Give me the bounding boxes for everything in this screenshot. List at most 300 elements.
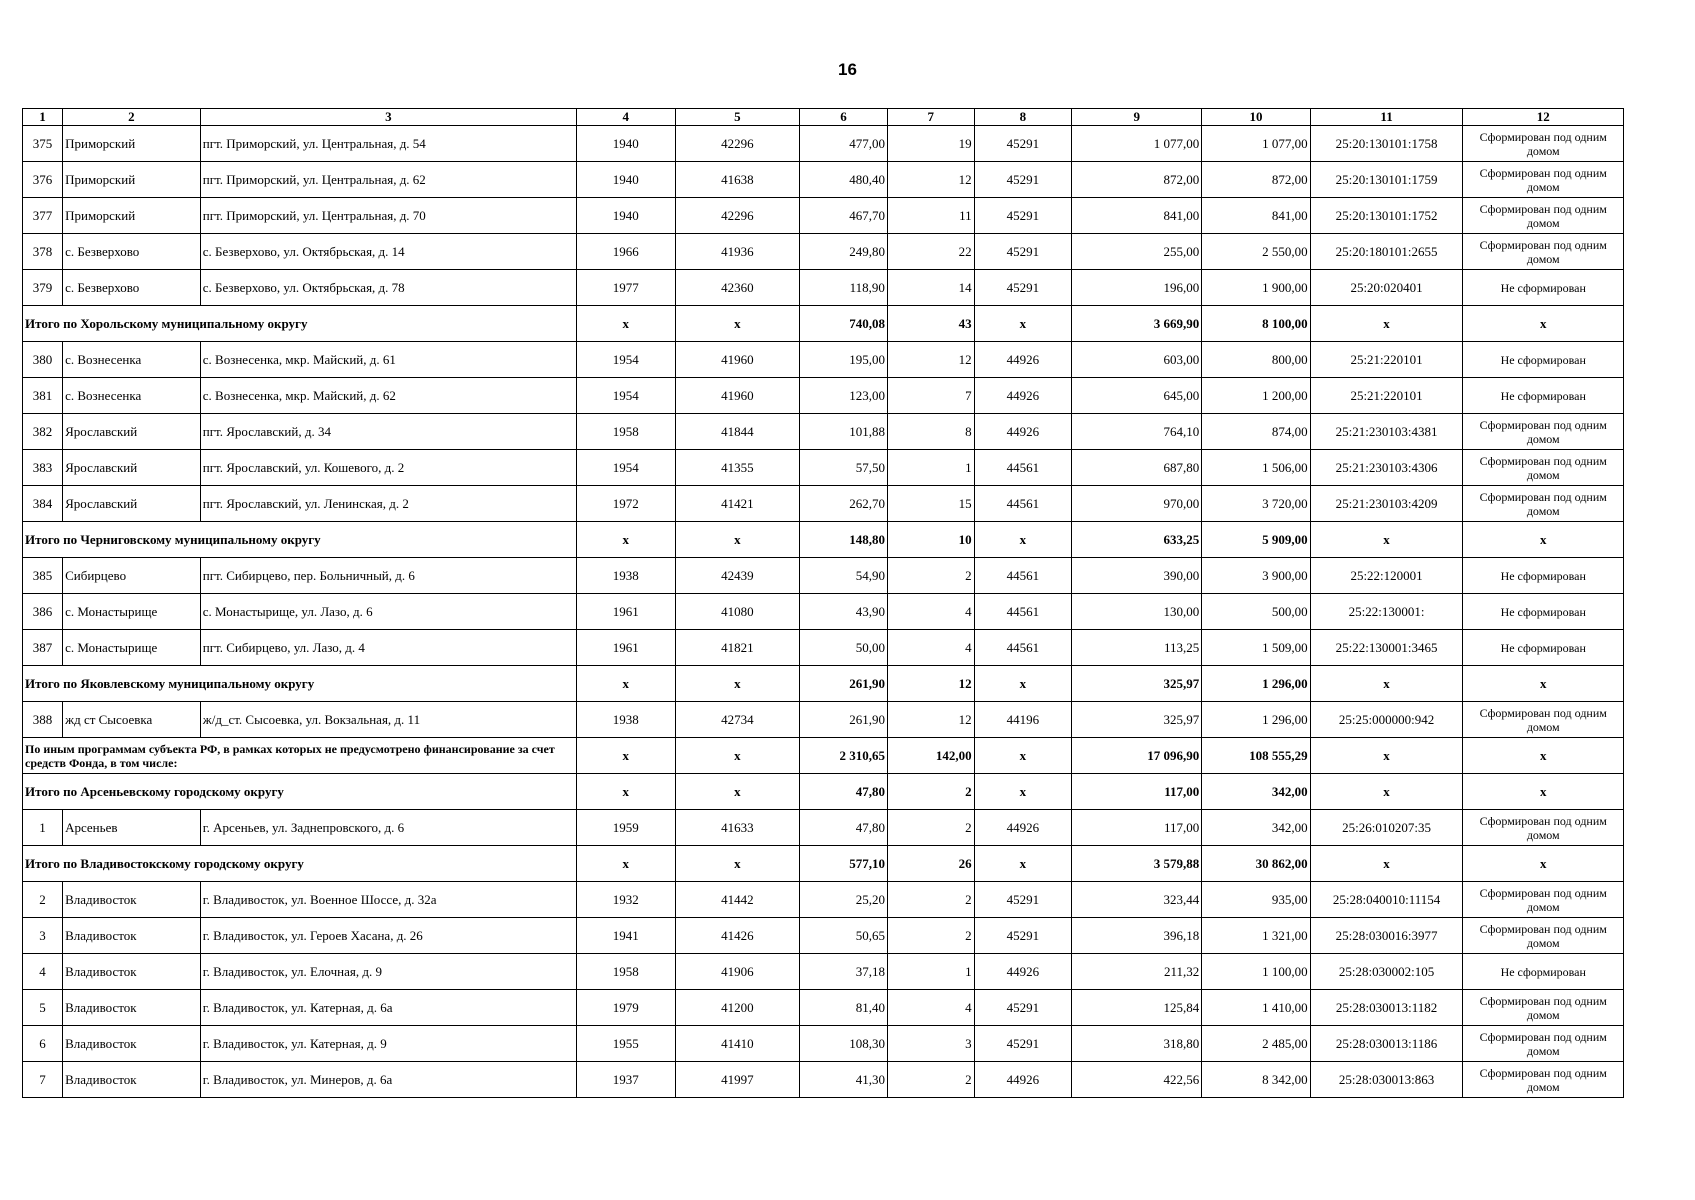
residents-total: 26: [887, 846, 974, 882]
area-value: 50,00: [800, 630, 888, 666]
col-5-value: 41200: [675, 990, 800, 1026]
col-10-total: 1 296,00: [1202, 666, 1310, 702]
col-4-value: х: [576, 738, 675, 774]
table-row: [23, 342, 1624, 378]
residents-count: 2: [887, 558, 974, 594]
col-9-total: 117,00: [1072, 774, 1202, 810]
cadastral-number: 25:28:030002:105: [1310, 954, 1463, 990]
area-value: 467,70: [800, 198, 888, 234]
build-year: 1972: [576, 486, 675, 522]
col-5-value: 41442: [675, 882, 800, 918]
address: г. Владивосток, ул. Минеров, д. 6а: [200, 1062, 576, 1098]
col-9-value: 323,44: [1072, 882, 1202, 918]
col-9-value: 130,00: [1072, 594, 1202, 630]
col-11-value: х: [1310, 522, 1463, 558]
land-status: Сформирован под одним домом: [1463, 450, 1624, 486]
build-year: 1954: [576, 450, 675, 486]
residents-count: 2: [887, 1062, 974, 1098]
col-5-value: х: [675, 846, 800, 882]
settlement: с. Монастырище: [63, 594, 201, 630]
settlement: Владивосток: [63, 1026, 201, 1062]
col-11-value: х: [1310, 666, 1463, 702]
residents-count: 22: [887, 234, 974, 270]
address: пгт. Ярославский, ул. Кошевого, д. 2: [200, 450, 576, 486]
address: пгт. Сибирцево, пер. Больничный, д. 6: [200, 558, 576, 594]
column-number: 12: [1463, 109, 1624, 126]
address: пгт. Сибирцево, ул. Лазо, д. 4: [200, 630, 576, 666]
cadastral-number: 25:28:030013:1182: [1310, 990, 1463, 1026]
build-year: 1966: [576, 234, 675, 270]
col-9-total: 325,97: [1072, 666, 1202, 702]
col-8-value: 44926: [974, 342, 1072, 378]
residents-count: 19: [887, 126, 974, 162]
subtotal-label: По иным программам субъекта РФ, в рамках которых не предусмотрено финансирование за счет средств Фонда, в том числе:: [23, 738, 577, 774]
col-10-value: 1 321,00: [1202, 918, 1310, 954]
table-row: [23, 126, 1624, 162]
area-value: 101,88: [800, 414, 888, 450]
residents-count: 12: [887, 342, 974, 378]
address: с. Вознесенка, мкр. Майский, д. 61: [200, 342, 576, 378]
land-status: Сформирован под одним домом: [1463, 162, 1624, 198]
col-8-value: 44926: [974, 414, 1072, 450]
table-row: [23, 450, 1624, 486]
col-10-value: 3 720,00: [1202, 486, 1310, 522]
subtotal-label: Итого по Черниговскому муниципальному округу: [23, 522, 577, 558]
cadastral-number: 25:22:120001: [1310, 558, 1463, 594]
cadastral-number: 25:21:230103:4381: [1310, 414, 1463, 450]
build-year: 1932: [576, 882, 675, 918]
col-10-value: 342,00: [1202, 810, 1310, 846]
col-11-value: х: [1310, 738, 1463, 774]
settlement: Приморский: [63, 162, 201, 198]
residents-count: 1: [887, 954, 974, 990]
land-status: Сформирован под одним домом: [1463, 486, 1624, 522]
residents-count: 3: [887, 1026, 974, 1062]
cadastral-number: 25:21:220101: [1310, 378, 1463, 414]
col-5-value: 42296: [675, 198, 800, 234]
subtotal-row: [23, 666, 1624, 702]
address: г. Владивосток, ул. Катерная, д. 9: [200, 1026, 576, 1062]
row-index: 377: [23, 198, 63, 234]
build-year: 1941: [576, 918, 675, 954]
land-status: Сформирован под одним домом: [1463, 918, 1624, 954]
cadastral-number: 25:26:010207:35: [1310, 810, 1463, 846]
col-10-value: 800,00: [1202, 342, 1310, 378]
residents-count: 2: [887, 882, 974, 918]
housing-register-table: [22, 108, 1624, 1098]
settlement: с. Монастырище: [63, 630, 201, 666]
col-8-value: х: [974, 846, 1072, 882]
row-index: 375: [23, 126, 63, 162]
settlement: жд ст Сысоевка: [63, 702, 201, 738]
settlement: Арсеньев: [63, 810, 201, 846]
cadastral-number: 25:21:230103:4209: [1310, 486, 1463, 522]
col-5-value: 41997: [675, 1062, 800, 1098]
table-row: [23, 198, 1624, 234]
land-status: Не сформирован: [1463, 378, 1624, 414]
column-number: 11: [1310, 109, 1463, 126]
col-10-value: 1 506,00: [1202, 450, 1310, 486]
table-row: [23, 990, 1624, 1026]
subtotal-row: [23, 774, 1624, 810]
column-number: 2: [63, 109, 201, 126]
settlement: Владивосток: [63, 990, 201, 1026]
col-8-value: 44926: [974, 1062, 1072, 1098]
col-8-value: 45291: [974, 882, 1072, 918]
address: г. Владивосток, ул. Героев Хасана, д. 26: [200, 918, 576, 954]
build-year: 1958: [576, 414, 675, 450]
address: пгт. Приморский, ул. Центральная, д. 70: [200, 198, 576, 234]
table-row: [23, 594, 1624, 630]
column-number: 1: [23, 109, 63, 126]
col-8-value: х: [974, 666, 1072, 702]
col-5-value: 42439: [675, 558, 800, 594]
residents-count: 7: [887, 378, 974, 414]
build-year: 1977: [576, 270, 675, 306]
area-value: 477,00: [800, 126, 888, 162]
col-5-value: 41844: [675, 414, 800, 450]
build-year: 1958: [576, 954, 675, 990]
col-5-value: 42734: [675, 702, 800, 738]
table-row: [23, 270, 1624, 306]
area-total: 740,08: [800, 306, 888, 342]
col-10-value: 2 550,00: [1202, 234, 1310, 270]
col-5-value: х: [675, 306, 800, 342]
col-10-total: 8 100,00: [1202, 306, 1310, 342]
residents-total: 2: [887, 774, 974, 810]
area-total: 47,80: [800, 774, 888, 810]
build-year: 1940: [576, 126, 675, 162]
table-row: [23, 378, 1624, 414]
area-value: 25,20: [800, 882, 888, 918]
col-8-value: 44926: [974, 810, 1072, 846]
residents-count: 14: [887, 270, 974, 306]
address: с. Безверхово, ул. Октябрьская, д. 78: [200, 270, 576, 306]
area-value: 118,90: [800, 270, 888, 306]
cadastral-number: 25:21:220101: [1310, 342, 1463, 378]
land-status: Не сформирован: [1463, 594, 1624, 630]
col-8-value: 44561: [974, 558, 1072, 594]
cadastral-number: 25:22:130001:3465: [1310, 630, 1463, 666]
settlement: Приморский: [63, 126, 201, 162]
land-status: Не сформирован: [1463, 342, 1624, 378]
col-5-value: х: [675, 738, 800, 774]
col-5-value: 41960: [675, 342, 800, 378]
table-row: [23, 810, 1624, 846]
col-4-value: х: [576, 666, 675, 702]
build-year: 1961: [576, 594, 675, 630]
column-number: 9: [1072, 109, 1202, 126]
col-5-value: 41410: [675, 1026, 800, 1062]
col-9-value: 390,00: [1072, 558, 1202, 594]
build-year: 1959: [576, 810, 675, 846]
address: пгт. Приморский, ул. Центральная, д. 62: [200, 162, 576, 198]
column-number: 7: [887, 109, 974, 126]
cadastral-number: 25:20:130101:1758: [1310, 126, 1463, 162]
table-row: [23, 1026, 1624, 1062]
build-year: 1954: [576, 378, 675, 414]
subtotal-label: Итого по Хорольскому муниципальному округу: [23, 306, 577, 342]
subtotal-row: [23, 522, 1624, 558]
cadastral-number: 25:20:130101:1752: [1310, 198, 1463, 234]
area-value: 43,90: [800, 594, 888, 630]
col-4-value: х: [576, 846, 675, 882]
col-8-value: х: [974, 522, 1072, 558]
column-number: 10: [1202, 109, 1310, 126]
col-8-value: х: [974, 774, 1072, 810]
col-5-value: х: [675, 522, 800, 558]
col-5-value: 41633: [675, 810, 800, 846]
col-5-value: х: [675, 774, 800, 810]
col-4-value: х: [576, 306, 675, 342]
table-row: [23, 162, 1624, 198]
address: с. Вознесенка, мкр. Майский, д. 62: [200, 378, 576, 414]
col-8-value: 44196: [974, 702, 1072, 738]
cadastral-number: 25:28:030013:1186: [1310, 1026, 1463, 1062]
col-9-value: 117,00: [1072, 810, 1202, 846]
area-value: 54,90: [800, 558, 888, 594]
col-12-value: х: [1463, 846, 1624, 882]
residents-total: 10: [887, 522, 974, 558]
col-9-total: 3 669,90: [1072, 306, 1202, 342]
build-year: 1938: [576, 558, 675, 594]
address: г. Владивосток, ул. Елочная, д. 9: [200, 954, 576, 990]
residents-count: 8: [887, 414, 974, 450]
row-index: 385: [23, 558, 63, 594]
table-row: [23, 630, 1624, 666]
column-number: 3: [200, 109, 576, 126]
row-index: 382: [23, 414, 63, 450]
col-10-value: 935,00: [1202, 882, 1310, 918]
row-index: 381: [23, 378, 63, 414]
area-value: 81,40: [800, 990, 888, 1026]
area-value: 41,30: [800, 1062, 888, 1098]
col-5-value: х: [675, 666, 800, 702]
land-status: Сформирован под одним домом: [1463, 810, 1624, 846]
col-5-value: 42360: [675, 270, 800, 306]
col-9-value: 1 077,00: [1072, 126, 1202, 162]
col-9-value: 396,18: [1072, 918, 1202, 954]
column-number: 4: [576, 109, 675, 126]
table-row: [23, 954, 1624, 990]
col-9-value: 872,00: [1072, 162, 1202, 198]
col-10-value: 1 296,00: [1202, 702, 1310, 738]
col-12-value: х: [1463, 738, 1624, 774]
col-8-value: 44926: [974, 954, 1072, 990]
col-8-value: 45291: [974, 126, 1072, 162]
area-value: 108,30: [800, 1026, 888, 1062]
column-number: 6: [800, 109, 888, 126]
build-year: 1940: [576, 162, 675, 198]
col-5-value: 41355: [675, 450, 800, 486]
col-10-value: 1 100,00: [1202, 954, 1310, 990]
residents-count: 1: [887, 450, 974, 486]
col-8-value: 44561: [974, 594, 1072, 630]
area-value: 261,90: [800, 702, 888, 738]
address: г. Владивосток, ул. Военное Шоссе, д. 32а: [200, 882, 576, 918]
settlement: Сибирцево: [63, 558, 201, 594]
land-status: Сформирован под одним домом: [1463, 414, 1624, 450]
col-9-value: 422,56: [1072, 1062, 1202, 1098]
row-index: 378: [23, 234, 63, 270]
residents-count: 4: [887, 594, 974, 630]
col-9-total: 633,25: [1072, 522, 1202, 558]
col-8-value: 45291: [974, 270, 1072, 306]
col-8-value: х: [974, 738, 1072, 774]
col-10-total: 108 555,29: [1202, 738, 1310, 774]
col-10-total: 342,00: [1202, 774, 1310, 810]
subtotal-label: Итого по Арсеньевскому городскому округу: [23, 774, 577, 810]
row-index: 386: [23, 594, 63, 630]
settlement: с. Вознесенка: [63, 378, 201, 414]
col-8-value: 45291: [974, 990, 1072, 1026]
area-total: 577,10: [800, 846, 888, 882]
residents-total: 142,00: [887, 738, 974, 774]
col-5-value: 41080: [675, 594, 800, 630]
col-10-value: 841,00: [1202, 198, 1310, 234]
area-total: 148,80: [800, 522, 888, 558]
col-10-value: 8 342,00: [1202, 1062, 1310, 1098]
row-index: 7: [23, 1062, 63, 1098]
area-value: 123,00: [800, 378, 888, 414]
build-year: 1955: [576, 1026, 675, 1062]
table-row: [23, 882, 1624, 918]
col-8-value: х: [974, 306, 1072, 342]
column-number: 8: [974, 109, 1072, 126]
residents-count: 12: [887, 702, 974, 738]
row-index: 2: [23, 882, 63, 918]
address: ж/д_ст. Сысоевка, ул. Вокзальная, д. 11: [200, 702, 576, 738]
address: пгт. Приморский, ул. Центральная, д. 54: [200, 126, 576, 162]
build-year: 1979: [576, 990, 675, 1026]
col-10-value: 3 900,00: [1202, 558, 1310, 594]
col-9-value: 196,00: [1072, 270, 1202, 306]
table-row: [23, 1062, 1624, 1098]
area-value: 50,65: [800, 918, 888, 954]
residents-count: 11: [887, 198, 974, 234]
col-4-value: х: [576, 774, 675, 810]
row-index: 376: [23, 162, 63, 198]
col-9-value: 325,97: [1072, 702, 1202, 738]
area-total: 261,90: [800, 666, 888, 702]
cadastral-number: 25:21:230103:4306: [1310, 450, 1463, 486]
col-11-value: х: [1310, 306, 1463, 342]
col-9-value: 255,00: [1072, 234, 1202, 270]
col-5-value: 42296: [675, 126, 800, 162]
col-9-total: 3 579,88: [1072, 846, 1202, 882]
settlement: Владивосток: [63, 1062, 201, 1098]
col-10-value: 1 200,00: [1202, 378, 1310, 414]
settlement: Владивосток: [63, 918, 201, 954]
settlement: Ярославский: [63, 486, 201, 522]
residents-count: 2: [887, 810, 974, 846]
settlement: Владивосток: [63, 882, 201, 918]
cadastral-number: 25:20:020401: [1310, 270, 1463, 306]
col-9-value: 603,00: [1072, 342, 1202, 378]
col-8-value: 44561: [974, 630, 1072, 666]
land-status: Не сформирован: [1463, 270, 1624, 306]
subtotal-row: [23, 846, 1624, 882]
cadastral-number: 25:20:130101:1759: [1310, 162, 1463, 198]
col-5-value: 41906: [675, 954, 800, 990]
residents-count: 15: [887, 486, 974, 522]
land-status: Не сформирован: [1463, 954, 1624, 990]
col-12-value: х: [1463, 306, 1624, 342]
col-5-value: 41421: [675, 486, 800, 522]
address: г. Арсеньев, ул. Заднепровского, д. 6: [200, 810, 576, 846]
col-8-value: 44561: [974, 450, 1072, 486]
row-index: 3: [23, 918, 63, 954]
col-9-total: 17 096,90: [1072, 738, 1202, 774]
table-row: [23, 918, 1624, 954]
col-10-value: 874,00: [1202, 414, 1310, 450]
land-status: Сформирован под одним домом: [1463, 126, 1624, 162]
settlement: с. Безверхово: [63, 234, 201, 270]
build-year: 1961: [576, 630, 675, 666]
row-index: 384: [23, 486, 63, 522]
residents-count: 4: [887, 630, 974, 666]
col-10-value: 1 509,00: [1202, 630, 1310, 666]
col-10-total: 5 909,00: [1202, 522, 1310, 558]
col-11-value: х: [1310, 846, 1463, 882]
col-10-value: 1 410,00: [1202, 990, 1310, 1026]
land-status: Сформирован под одним домом: [1463, 990, 1624, 1026]
cadastral-number: 25:20:180101:2655: [1310, 234, 1463, 270]
settlement: Ярославский: [63, 414, 201, 450]
table-row: [23, 234, 1624, 270]
settlement: Ярославский: [63, 450, 201, 486]
residents-count: 2: [887, 918, 974, 954]
col-9-value: 318,80: [1072, 1026, 1202, 1062]
row-index: 380: [23, 342, 63, 378]
address: с. Монастырище, ул. Лазо, д. 6: [200, 594, 576, 630]
cadastral-number: 25:28:030013:863: [1310, 1062, 1463, 1098]
subtotal-row: [23, 306, 1624, 342]
col-10-total: 30 862,00: [1202, 846, 1310, 882]
subtotal-label: Итого по Владивостокскому городскому округу: [23, 846, 577, 882]
col-9-value: 764,10: [1072, 414, 1202, 450]
col-10-value: 1 900,00: [1202, 270, 1310, 306]
cadastral-number: 25:28:040010:11154: [1310, 882, 1463, 918]
col-5-value: 41960: [675, 378, 800, 414]
row-index: 387: [23, 630, 63, 666]
subtotal-label: Итого по Яковлевскому муниципальному округу: [23, 666, 577, 702]
settlement: Владивосток: [63, 954, 201, 990]
area-value: 195,00: [800, 342, 888, 378]
land-status: Сформирован под одним домом: [1463, 1062, 1624, 1098]
col-5-value: 41426: [675, 918, 800, 954]
table-row: [23, 702, 1624, 738]
address: пгт. Ярославский, д. 34: [200, 414, 576, 450]
col-10-value: 500,00: [1202, 594, 1310, 630]
col-12-value: х: [1463, 774, 1624, 810]
col-8-value: 45291: [974, 918, 1072, 954]
address: пгт. Ярославский, ул. Ленинская, д. 2: [200, 486, 576, 522]
table-row: [23, 486, 1624, 522]
land-status: Не сформирован: [1463, 558, 1624, 594]
col-10-value: 1 077,00: [1202, 126, 1310, 162]
area-value: 480,40: [800, 162, 888, 198]
area-value: 249,80: [800, 234, 888, 270]
build-year: 1938: [576, 702, 675, 738]
build-year: 1954: [576, 342, 675, 378]
row-index: 4: [23, 954, 63, 990]
col-8-value: 45291: [974, 198, 1072, 234]
column-number: 5: [675, 109, 800, 126]
area-value: 47,80: [800, 810, 888, 846]
col-8-value: 45291: [974, 234, 1072, 270]
col-12-value: х: [1463, 522, 1624, 558]
